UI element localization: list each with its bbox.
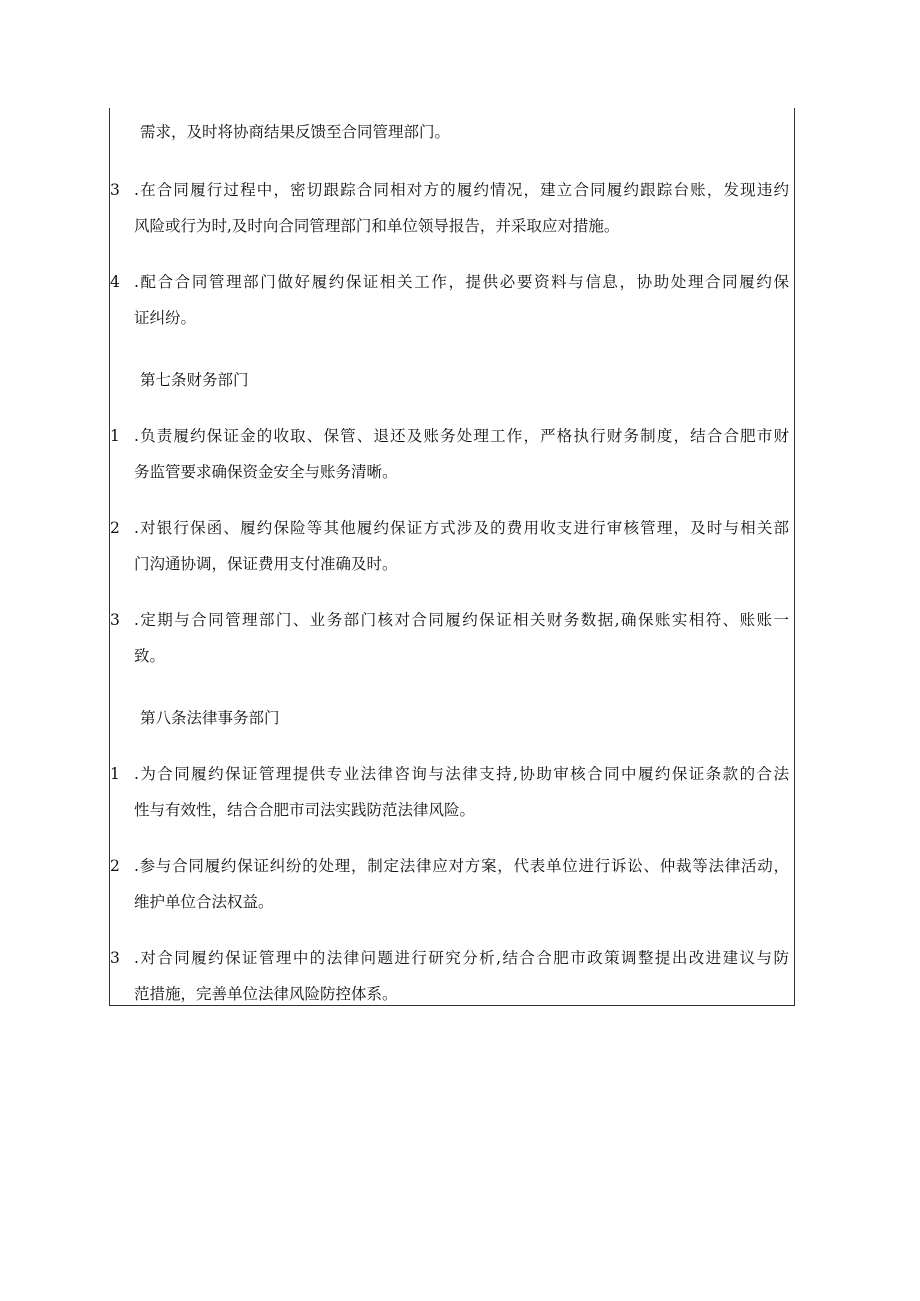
continuation-text: 需求，及时将协商结果反馈至合同管理部门。 — [140, 123, 451, 141]
list-item-line: .为合同履约保证管理提供专业法律咨询与法律支持,协助审核合同中履约保证条款的合法 — [134, 765, 789, 783]
list-item-line: 致。 — [134, 647, 166, 665]
list-item-text — [134, 940, 789, 1012]
list-item-line: 门沟通协调，保证费用支付准确及时。 — [134, 555, 398, 573]
list-item-number: 3 — [110, 611, 120, 629]
section-heading-text: 第八条法律事务部门 — [140, 709, 280, 727]
list-item-line: .对银行保函、履约保险等其他履约保证方式涉及的费用收支进行审核管理，及时与相关部 — [134, 519, 789, 537]
document-frame — [109, 108, 795, 1006]
list-item-number: 4 — [110, 273, 120, 291]
list-item-text — [134, 602, 789, 674]
list-item-number: 3 — [110, 181, 120, 199]
list-item-line: .配合合同管理部门做好履约保证相关工作，提供必要资料与信息，协助处理合同履约保 — [134, 273, 789, 291]
list-item-number: 1 — [110, 427, 120, 445]
list-item-number: 2 — [110, 857, 120, 875]
list-item-line: 范措施，完善单位法律风险防控体系。 — [134, 985, 398, 1003]
list-item-line: 务监管要求确保资金安全与账务清晰。 — [134, 463, 398, 481]
list-item-line: .在合同履行过程中，密切跟踪合同相对方的履约情况，建立合同履约跟踪台账，发现违约 — [134, 181, 789, 199]
list-item-line: 维护单位合法权益。 — [134, 893, 274, 911]
list-item-line: .参与合同履约保证纠纷的处理，制定法律应对方案，代表单位进行诉讼、仲裁等法律活动， — [134, 857, 789, 875]
list-item-number: 2 — [110, 519, 120, 537]
list-item-line: 风险或行为时,及时向合同管理部门和单位领导报告，并采取应对措施。 — [134, 217, 620, 235]
list-item-text — [134, 848, 789, 920]
list-item-line: 性与有效性，结合合肥市司法实践防范法律风险。 — [134, 801, 476, 819]
list-item-text — [134, 264, 789, 336]
list-item-text — [134, 756, 789, 828]
list-item-line: .对合同履约保证管理中的法律问题进行研究分析,结合合肥市政策调整提出改进建议与防 — [134, 949, 789, 967]
list-item-text — [134, 172, 789, 244]
list-item-line: 证纠纷。 — [134, 309, 197, 327]
list-item-number: 3 — [110, 949, 120, 967]
list-item-text — [134, 510, 789, 582]
list-item-line: .定期与合同管理部门、业务部门核对合同履约保证相关财务数据,确保账实相符、账账一 — [134, 611, 789, 629]
section-heading-text: 第七条财务部门 — [140, 371, 249, 389]
list-item-number: 1 — [110, 765, 120, 783]
list-item-line: .负责履约保证金的收取、保管、退还及账务处理工作，严格执行财务制度，结合合肥市财 — [134, 427, 789, 445]
list-item-text — [134, 418, 789, 490]
